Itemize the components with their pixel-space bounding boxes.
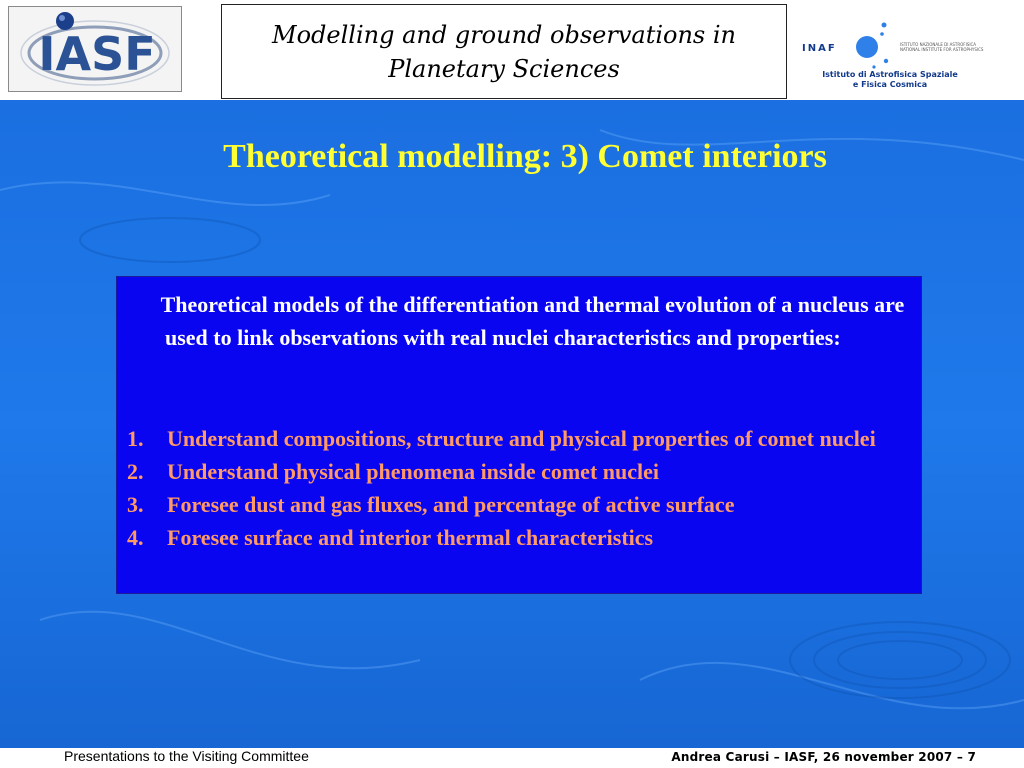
iasf-logo — [8, 6, 182, 92]
inaf-institute-line1: Istituto di Astrofisica Spaziale — [822, 70, 958, 79]
inaf-small-line2: NATIONAL INSTITUTE FOR ASTROPHYSICS — [900, 47, 984, 52]
presentation-title-line1: Modelling and ground observations in — [272, 20, 736, 49]
content-box — [116, 276, 922, 594]
inaf-logo — [800, 20, 1000, 95]
list-item-text: Foresee surface and interior thermal characteristics — [167, 525, 654, 550]
footer-right-text: Andrea Carusi – IASF, 26 november 2007 – 7 — [671, 750, 976, 764]
list-item-number: 1. — [127, 426, 144, 451]
iasf-logo-text: IASF — [38, 27, 156, 81]
list-item — [127, 422, 917, 455]
list-item-text: Foresee dust and gas fluxes, and percentage of active surface — [167, 492, 735, 517]
iasf-logo-graphic — [9, 7, 181, 91]
objectives-list — [127, 422, 917, 554]
inaf-institute-line2: e Fisica Cosmica — [852, 80, 928, 89]
footer-left-text: Presentations to the Visiting Committee — [64, 748, 309, 764]
slide-footer — [0, 748, 1024, 768]
presentation-title-line2: Planetary Sciences — [388, 54, 620, 83]
list-item-number: 3. — [127, 492, 144, 517]
slide-title: Theoretical modelling: 3) Comet interiors — [223, 138, 827, 175]
list-item-number: 4. — [127, 525, 144, 550]
list-item — [127, 521, 917, 554]
list-item-text: Understand compositions, structure and physical properties of comet nuclei — [167, 426, 876, 451]
slide-header — [0, 0, 1024, 100]
list-item — [127, 488, 917, 521]
presentation-title — [221, 4, 787, 99]
list-item — [127, 455, 917, 488]
intro-paragraph: Theoretical models of the differentiation and thermal evolution of a nucleus are used to link observations with real nuclei characteristics and properties: — [160, 292, 905, 350]
inaf-logo-graphic — [800, 20, 1000, 95]
list-item-text: Understand physical phenomena inside comet nuclei — [167, 459, 659, 484]
slide-body — [0, 100, 1024, 748]
list-item-number: 2. — [127, 459, 144, 484]
inaf-small-line1: ISTITUTO NAZIONALE DI ASTROFISICA — [900, 42, 977, 47]
inaf-abbr: INAF — [802, 43, 837, 54]
